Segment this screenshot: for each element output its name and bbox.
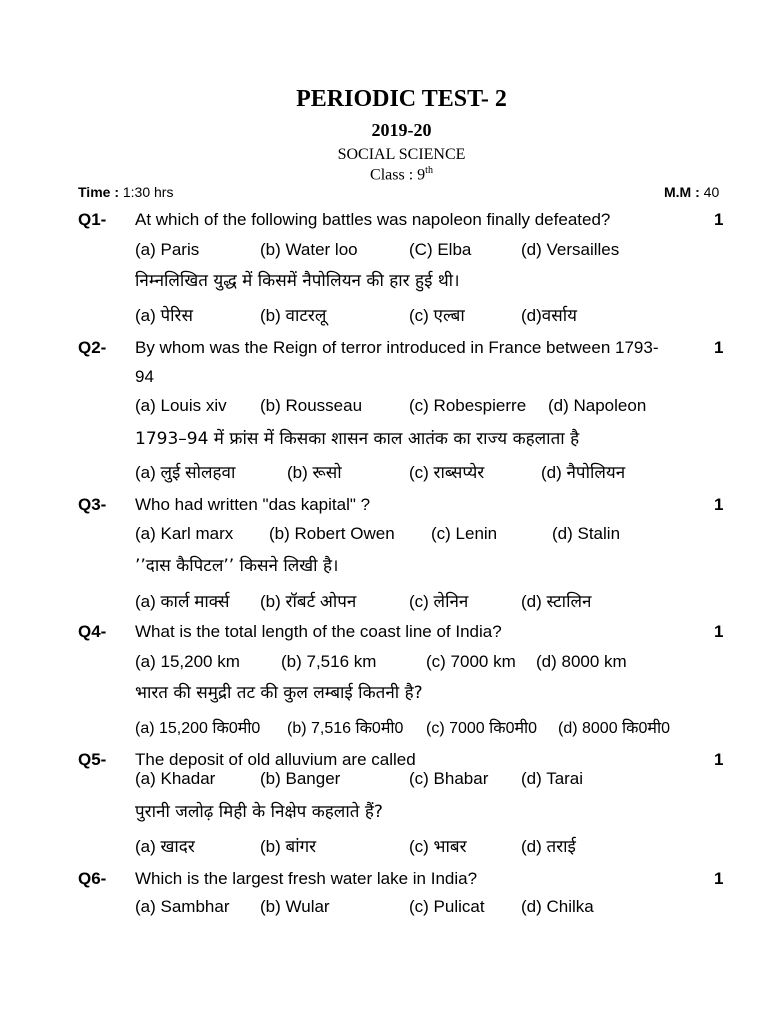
option-d: (d) Tarai <box>521 769 584 788</box>
question-text-hindi: निम्नलिखित युद्ध में किसमें नैपोलियन की हार हुई थी। <box>135 271 460 291</box>
option-c: (c) Pulicat <box>409 897 485 916</box>
paper-title: PERIODIC TEST- 2 <box>296 86 507 112</box>
option-c: (c) Bhabar <box>409 769 489 788</box>
option-a-hindi: (a) पेरिस <box>135 306 194 325</box>
question-text-hindi: 1793–94 में फ्रांस में किसका शासन काल आतंक का राज्य कहलाता है <box>135 429 580 449</box>
option-b: (b) Rousseau <box>260 396 363 415</box>
option-b: (b) Banger <box>260 769 341 788</box>
max-marks-label: M.M : <box>664 184 700 200</box>
option-c: (c) Robespierre <box>409 396 527 415</box>
option-d: (d) 8000 km <box>536 652 627 671</box>
option-d-hindi: (d) नैपोलियन <box>541 463 626 482</box>
option-d: (d) Napoleon <box>548 396 647 415</box>
question-number: Q6- <box>78 869 107 888</box>
option-a-hindi: (a) खादर <box>135 837 195 856</box>
max-marks-value: 40 <box>703 184 720 200</box>
option-a: (a) 15,200 km <box>135 652 240 671</box>
class-text: Class : 9 <box>370 166 426 184</box>
question-text: By whom was the Reign of terror introduced in France between 1793- <box>135 338 659 357</box>
option-c-hindi: (c) लेनिन <box>409 592 469 611</box>
option-a: (a) Paris <box>135 240 200 259</box>
option-b-hindi: (b) 7,516 कि0मी0 <box>287 720 404 737</box>
time-info <box>78 184 173 200</box>
question-number: Q5- <box>78 750 107 769</box>
option-b-hindi: (b) रॉबर्ट ओपन <box>260 592 357 611</box>
question-marks: 1 <box>714 622 724 641</box>
option-b: (b) 7,516 km <box>281 652 377 671</box>
question-text-hindi: भारत की समुद्री तट की कुल लम्बाई कितनी है? <box>135 683 423 703</box>
option-c: (C) Elba <box>409 240 472 259</box>
option-b-hindi: (b) रूसो <box>287 463 342 482</box>
class-label <box>0 165 768 184</box>
question-number: Q4- <box>78 622 107 641</box>
option-d: (d) Versailles <box>521 240 620 259</box>
option-d: (d) Chilka <box>521 897 594 916</box>
question-text: What is the total length of the coast line of India? <box>135 622 502 641</box>
subject-name: SOCIAL SCIENCE <box>337 146 466 163</box>
max-marks-info <box>664 184 719 200</box>
option-c-hindi: (c) 7000 कि0मी0 <box>426 720 538 737</box>
question-text-hindi: ’’दास कैपिटल’’ किसने लिखी है। <box>135 556 339 576</box>
option-a: (a) Karl marx <box>135 524 234 543</box>
question-marks: 1 <box>714 750 724 769</box>
question-marks: 1 <box>714 495 724 514</box>
question-number: Q1- <box>78 210 107 229</box>
time-label: Time : <box>78 184 119 200</box>
option-a-hindi: (a) कार्ल मार्क्स <box>135 592 230 611</box>
option-d: (d) Stalin <box>552 524 621 543</box>
option-d-hindi: (d) स्टालिन <box>521 592 592 611</box>
question-text-continued: 94 <box>135 367 154 386</box>
option-b: (b) Wular <box>260 897 330 916</box>
option-b: (b) Water loo <box>260 240 358 259</box>
time-value: 1:30 hrs <box>122 184 174 200</box>
class-superscript: th <box>425 165 433 176</box>
option-a-hindi: (a) 15,200 कि0मी0 <box>135 720 261 737</box>
question-text: The deposit of old alluvium are called <box>135 750 416 769</box>
option-a: (a) Khadar <box>135 769 216 788</box>
option-d-hindi: (d)वर्साय <box>521 306 577 325</box>
option-c: (c) 7000 km <box>426 652 516 671</box>
option-c: (c) Lenin <box>431 524 498 543</box>
question-marks: 1 <box>714 338 724 357</box>
question-number: Q2- <box>78 338 107 357</box>
option-c-hindi: (c) राब्सप्येर <box>409 463 485 482</box>
option-c-hindi: (c) एल्बा <box>409 306 465 325</box>
option-b-hindi: (b) वाटरलू <box>260 306 327 325</box>
question-text-hindi: पुरानी जलोढ़ मिही के निक्षेप कहलाते हैं? <box>135 802 383 822</box>
question-text: Which is the largest fresh water lake in India? <box>135 869 478 888</box>
option-d-hindi: (d) तराई <box>521 837 576 856</box>
option-b: (b) Robert Owen <box>269 524 395 543</box>
option-a: (a) Sambhar <box>135 897 230 916</box>
question-number: Q3- <box>78 495 107 514</box>
option-d-hindi: (d) 8000 कि0मी0 <box>558 720 670 737</box>
option-a: (a) Louis xiv <box>135 396 227 415</box>
question-text: Who had written "das kapital" ? <box>135 495 371 514</box>
option-a-hindi: (a) लुई सोलहवा <box>135 463 236 482</box>
option-c-hindi: (c) भाबर <box>409 837 467 856</box>
question-marks: 1 <box>714 869 724 888</box>
question-text: At which of the following battles was napoleon finally defeated? <box>135 210 611 229</box>
option-b-hindi: (b) बांगर <box>260 837 317 856</box>
academic-year: 2019-20 <box>371 120 432 140</box>
question-marks: 1 <box>714 210 724 229</box>
